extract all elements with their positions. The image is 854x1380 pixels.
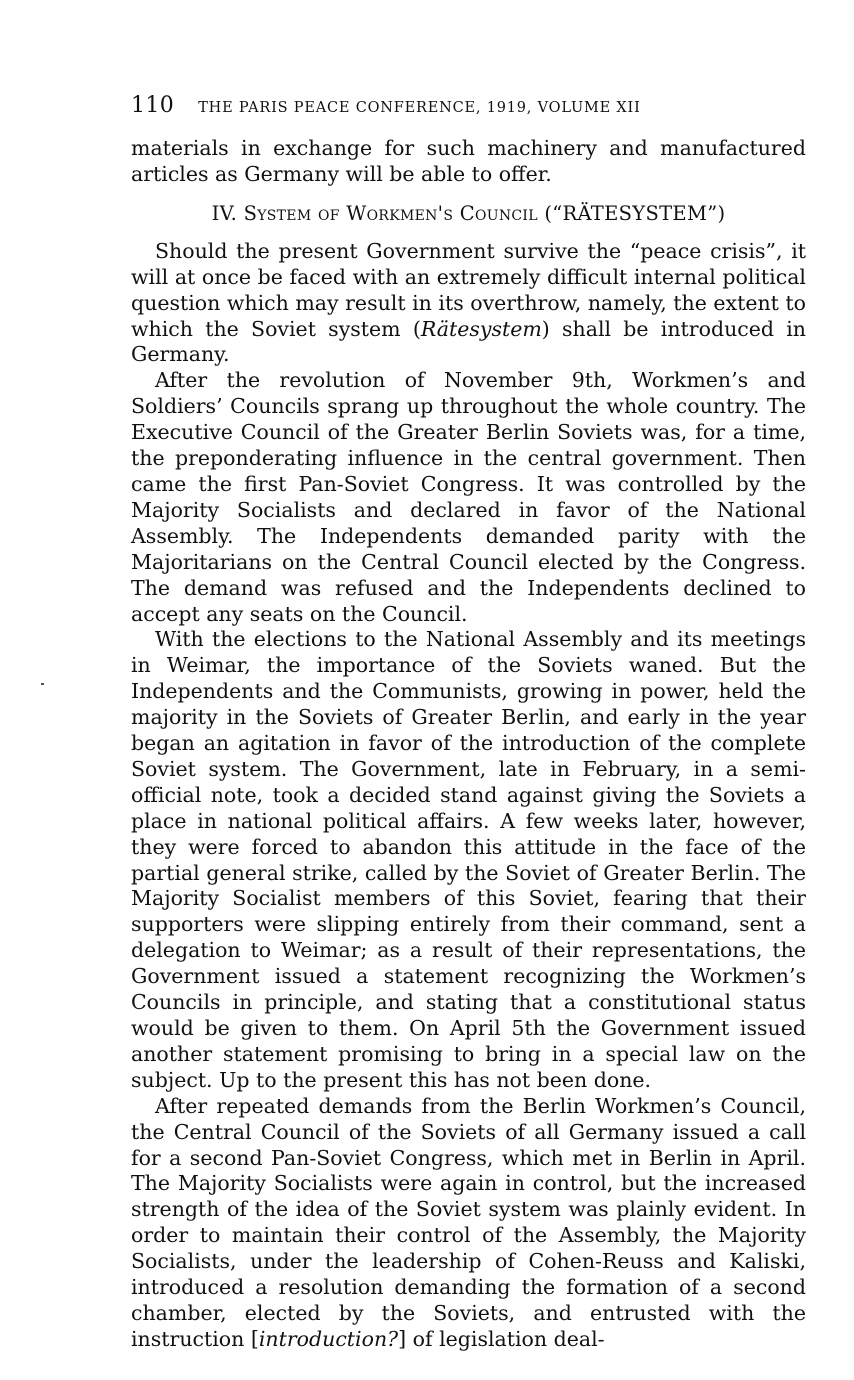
paragraph-continuation: materials in exchange for such machinery and manufactured articles as Germany will be able to offer. xyxy=(131,136,806,186)
paragraph-text: ) shall be introduced in Germany. xyxy=(131,316,806,367)
section-title: System of Workmen's Council xyxy=(243,201,538,225)
paragraph-text: After repeated demands from the Berlin Workmen’s Council, the Central Council of the Soviets of all Germany issued a call for a second Pan-Soviet Congress, which met in Berlin in April. The Majority Socialists were again in control, but the increased strength of the idea of the Soviet system was plainly evident. In order to maintain their control of the Assembly, the Majority Socialists, under the leadership of Cohen-Reuss and Kaliski, introduced a resolution demanding the formation of a second chamber, elected by the Soviets, and entrusted with the instruction [ xyxy=(131,1093,806,1351)
paragraph xyxy=(131,239,806,369)
italic-term: Rätesystem xyxy=(420,316,542,341)
running-title: THE PARIS PEACE CONFERENCE, 1919, VOLUME XII xyxy=(198,100,641,116)
section-numeral: IV. xyxy=(211,201,238,225)
section-heading xyxy=(131,201,806,227)
paragraph xyxy=(131,1094,806,1353)
paragraph: After the revolution of November 9th, Workmen’s and Soldiers’ Councils sprang up throughout the whole country. The Executive Council of the Greater Berlin Soviets was, for a time, the preponderating influence in the central government. Then came the first Pan-Soviet Congress. It was controlled by the Majority Socialists and declared in favor of the National Assembly. The Independents demanded parity with the Majoritarians on the Central Council elected by the Congress. The demand was refused and the Independents declined to accept any seats on the Council. xyxy=(131,368,806,626)
page-number: 110 xyxy=(131,93,175,118)
margin-speck xyxy=(41,683,44,685)
running-header xyxy=(131,93,811,118)
section-subtitle: (“RÄTESYSTEM”) xyxy=(544,201,726,225)
italic-editorial-insert: introduction? xyxy=(258,1326,399,1351)
paragraph: With the elections to the National Assembly and its meetings in Weimar, the importance of the Soviets waned. But the Independents and the Communists, growing in power, held the majority in the Soviets of Greater Berlin, and early in the year began an agitation in favor of the introduction of the complete Soviet system. The Government, late in February, in a semi-official note, took a decided stand against giving the Soviets a place in national political affairs. A few weeks later, however, they were forced to abandon this attitude in the face of the partial general strike, called by the Soviet of Greater Berlin. The Majority Socialist members of this Soviet, fearing that their supporters were slipping entirely from their command, sent a delegation to Weimar; as a result of their representations, the Government issued a statement recognizing the Workmen’s Councils in principle, and stating that a constitutional status would be given to them. On April 5th the Government issued another statement promising to bring in a special law on the subject. Up to the present this has not been done. xyxy=(131,627,806,1092)
paragraph-text: ] of legislation deal- xyxy=(398,1326,605,1351)
body-text xyxy=(131,136,806,1353)
paragraph-text: Should the present Government survive the “peace crisis”, it will at once be faced with an extremely difficult internal political question which may result in its overthrow, namely, the extent to which the Soviet system ( xyxy=(131,238,806,341)
